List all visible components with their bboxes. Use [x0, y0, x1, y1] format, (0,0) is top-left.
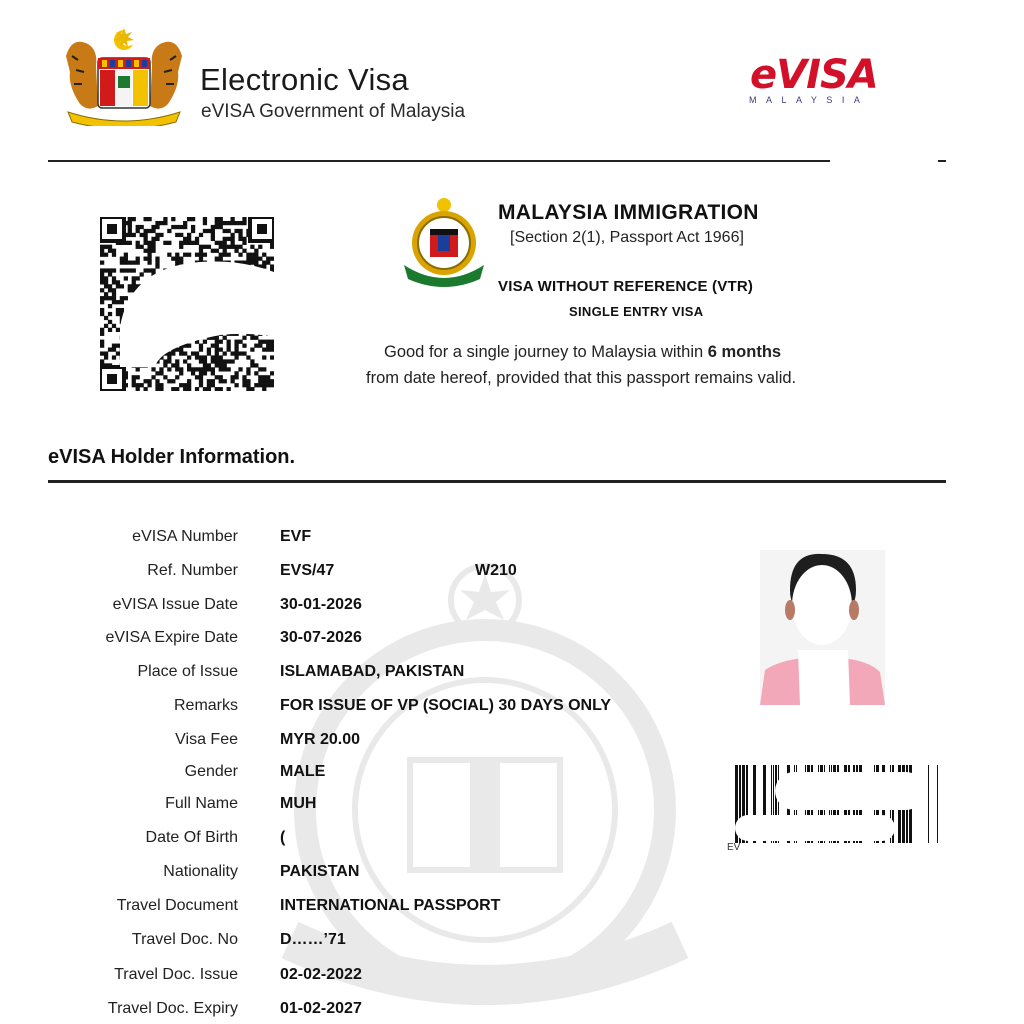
field-label: Visa Fee	[175, 731, 238, 748]
field-value: FOR ISSUE OF VP (SOCIAL) 30 DAYS ONLY	[280, 697, 612, 714]
evisa-logo-country: MALAYSIA	[749, 95, 870, 105]
field-label: Date Of Birth	[145, 829, 238, 846]
immigration-crest-icon	[400, 195, 488, 291]
field-value: MUH	[280, 795, 317, 812]
field-value: 30-01-2026	[280, 596, 362, 613]
field-value: PAKISTAN	[280, 863, 360, 880]
field-label: Ref. Number	[147, 562, 238, 579]
field-label: Place of Issue	[137, 663, 238, 680]
field-value: 30-07-2026	[280, 629, 362, 646]
barcode-caption: EV	[727, 842, 741, 853]
barcode-redaction	[775, 772, 925, 810]
document-subtitle: eVISA Government of Malaysia	[201, 101, 466, 122]
field-label: eVISA Issue Date	[112, 596, 238, 613]
field-label: eVISA Expire Date	[105, 629, 238, 646]
field-value: 01-02-2027	[280, 1000, 362, 1017]
redaction	[800, 705, 910, 727]
validity-line-1	[384, 343, 781, 362]
field-value: (	[280, 829, 286, 846]
header-divider	[48, 160, 830, 162]
holder-photo	[760, 550, 885, 705]
header-divider-stub	[938, 160, 946, 162]
validity-duration: 6 months	[707, 343, 782, 361]
section-heading: eVISA Holder Information.	[48, 446, 296, 468]
evisa-logo-word: eVISA	[750, 52, 878, 98]
field-value: EVF	[280, 528, 312, 545]
field-value: MALE	[280, 763, 326, 780]
field-label: Full Name	[165, 795, 238, 812]
field-label: eVISA Number	[132, 528, 238, 545]
barcode-redaction	[735, 815, 895, 841]
field-label: Travel Document	[116, 897, 238, 914]
field-label: Travel Doc. No	[131, 931, 238, 948]
field-label: Remarks	[173, 697, 238, 714]
entry-type: SINGLE ENTRY VISA	[569, 304, 704, 319]
field-label: Travel Doc. Expiry	[107, 1000, 238, 1017]
field-value: 02-02-2022	[280, 966, 362, 983]
immigration-act: [Section 2(1), Passport Act 1966]	[510, 229, 744, 246]
field-label: Nationality	[163, 863, 238, 880]
malaysia-coat-of-arms-icon	[58, 26, 190, 126]
document-title: Electronic Visa	[200, 62, 409, 97]
validity-line-1-prefix: Good for a single journey to Malaysia within	[384, 343, 708, 361]
immigration-title: MALAYSIA IMMIGRATION	[498, 201, 759, 224]
field-label: Travel Doc. Issue	[114, 966, 238, 983]
field-value: ISLAMABAD, PAKISTAN	[280, 663, 465, 680]
field-value: INTERNATIONAL PASSPORT	[280, 897, 501, 914]
field-label: Gender	[184, 763, 238, 780]
field-value: EVS/47	[280, 562, 335, 579]
field-value: MYR 20.00	[280, 731, 361, 748]
field-value-tail: W210	[475, 562, 517, 579]
section-divider	[48, 480, 946, 483]
visa-type: VISA WITHOUT REFERENCE (VTR)	[498, 278, 754, 295]
field-value: D……’71	[280, 931, 346, 948]
validity-line-2: from date hereof, provided that this passport remains valid.	[366, 369, 797, 387]
qr-code-icon	[100, 217, 274, 391]
